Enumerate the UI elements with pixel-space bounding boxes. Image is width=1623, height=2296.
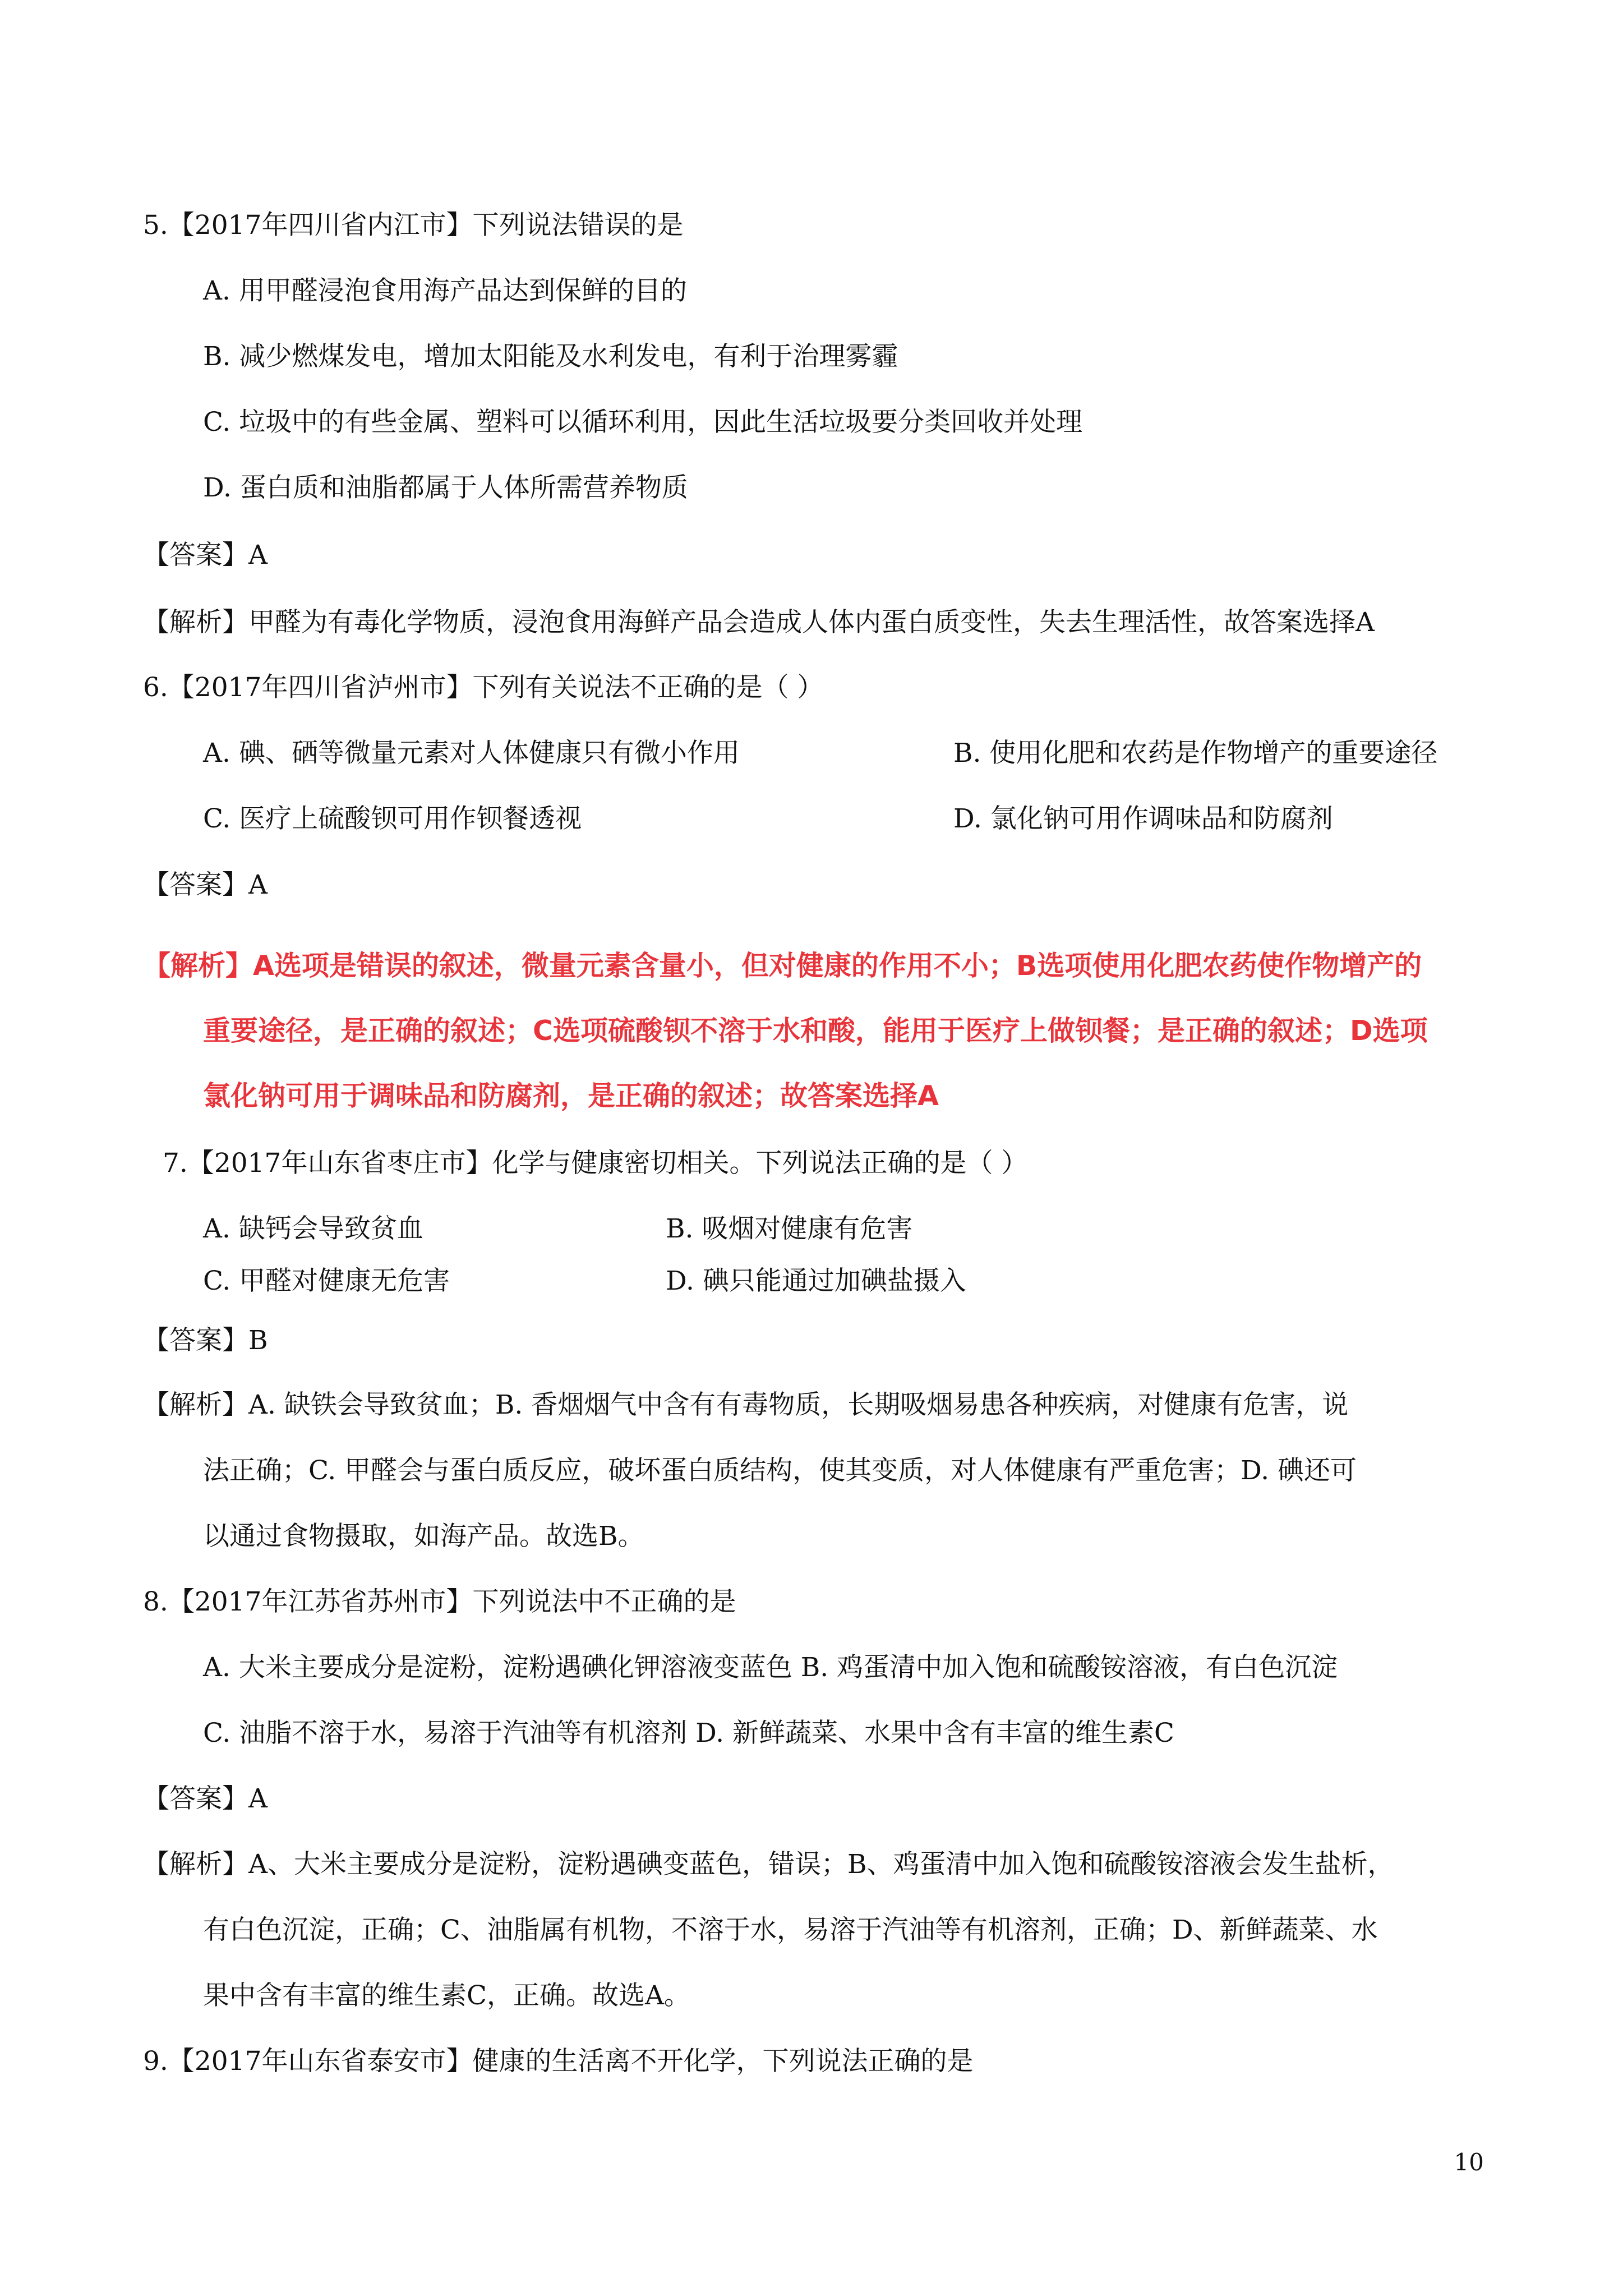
q7-option-d: D. 碘只能通过加碘盐摄入 [666, 1266, 966, 1296]
q8-stem: 8.【2017年江苏省苏州市】下列说法中不正确的是 [143, 1586, 736, 1617]
q8-analysis-line-3: 果中含有丰富的维生素C，正确。故选A。 [203, 1980, 690, 2011]
q5-analysis: 【解析】甲醛为有毒化学物质，浸泡食用海鲜产品会造成人体内蛋白质变性，失去生理活性，故答案选择A [143, 607, 1375, 638]
q5-option-a: A. 用甲醛浸泡食用海产品达到保鲜的目的 [203, 275, 687, 306]
q6-option-a: A. 碘、硒等微量元素对人体健康只有微小作用 [203, 738, 740, 769]
q7-analysis-line-1: 【解析】A. 缺铁会导致贫血；B. 香烟烟气中含有有毒物质，长期吸烟易患各种疾病，对健康有危害，说 [143, 1389, 1349, 1420]
q5-option-c: C. 垃圾中的有些金属、塑料可以循环利用，因此生活垃圾要分类回收并处理 [203, 407, 1083, 438]
q7-answer: 【答案】B [143, 1325, 268, 1356]
q6-option-b: B. 使用化肥和农药是作物增产的重要途径 [953, 738, 1438, 769]
q7-option-b: B. 吸烟对健康有危害 [666, 1213, 913, 1244]
q8-analysis-line-1: 【解析】A、大米主要成分是淀粉，淀粉遇碘变蓝色，错误；B、鸡蛋清中加入饱和硫酸铵溶液会发生盐析， [143, 1849, 1394, 1880]
q5-option-d: D. 蛋白质和油脂都属于人体所需营养物质 [203, 472, 688, 503]
q7-option-a: A. 缺钙会导致贫血 [203, 1213, 423, 1244]
q6-analysis-line-1: 【解析】A选项是错误的叙述，微量元素含量小，但对健康的作用不小；B选项使用化肥农药使作物增产的 [143, 950, 1422, 982]
q8-options-line-2: C. 油脂不溶于水，易溶于汽油等有机溶剂 D. 新鲜蔬菜、水果中含有丰富的维生素C [203, 1718, 1174, 1749]
q6-option-d: D. 氯化钠可用作调味品和防腐剂 [953, 803, 1333, 834]
q8-answer: 【答案】A [143, 1783, 268, 1814]
q7-analysis-line-2: 法正确；C. 甲醛会与蛋白质反应，破坏蛋白质结构，使其变质，对人体健康有严重危害；D. 碘还可 [203, 1455, 1357, 1486]
q7-stem: 7.【2017年山东省枣庄市】化学与健康密切相关。下列说法正确的是（ ） [163, 1148, 1028, 1179]
q6-answer: 【答案】A [143, 869, 268, 900]
q7-analysis-line-3: 以通过食物摄取，如海产品。故选B。 [203, 1521, 644, 1552]
q6-stem: 6.【2017年四川省泸州市】下列有关说法不正确的是（ ） [143, 672, 824, 703]
q6-analysis-line-3: 氯化钠可用于调味品和防腐剂，是正确的叙述；故答案选择A [203, 1080, 939, 1112]
q8-options-line-1: A. 大米主要成分是淀粉，淀粉遇碘化钾溶液变蓝色 B. 鸡蛋清中加入饱和硫酸铵溶液，有白色沉淀 [203, 1652, 1338, 1683]
q5-answer: 【答案】A [143, 540, 268, 570]
q5-option-b: B. 减少燃煤发电，增加太阳能及水利发电，有利于治理雾霾 [203, 341, 898, 372]
q6-option-c: C. 医疗上硫酸钡可用作钡餐透视 [203, 803, 582, 834]
q9-stem: 9.【2017年山东省泰安市】健康的生活离不开化学，下列说法正确的是 [143, 2046, 974, 2077]
q6-analysis-line-2: 重要途径，是正确的叙述；C选项硫酸钡不溶于水和酸，能用于医疗上做钡餐；是正确的叙述；D选项 [203, 1015, 1428, 1047]
q7-option-c: C. 甲醛对健康无危害 [203, 1266, 450, 1296]
q8-analysis-line-2: 有白色沉淀，正确；C、油脂属有机物，不溶于水，易溶于汽油等有机溶剂，正确；D、新鲜蔬菜、水 [203, 1915, 1378, 1945]
page-number: 10 [1454, 2148, 1484, 2176]
q5-stem: 5.【2017年四川省内江市】下列说法错误的是 [143, 210, 684, 241]
